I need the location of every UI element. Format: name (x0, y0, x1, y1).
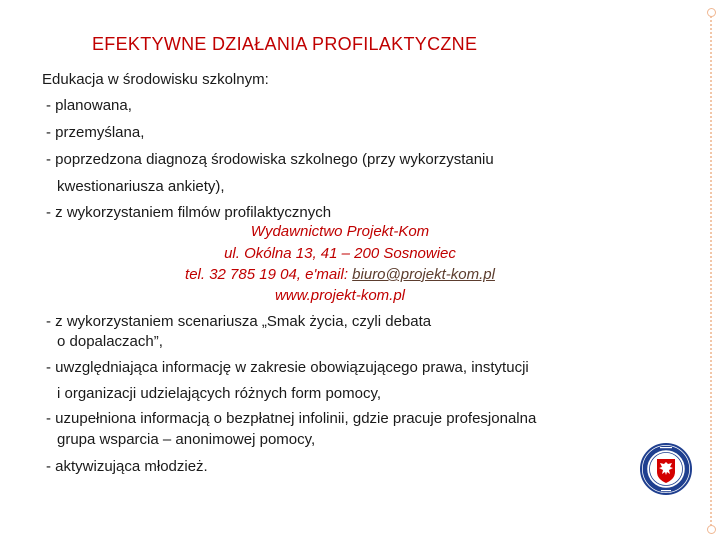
list-item-diagnosis-cont: kwestionariusza ankiety), (57, 178, 225, 195)
list-item-planned: - planowana, (46, 97, 132, 114)
list-item-helpline-cont: grupa wsparcia – anonimowej pomocy, (57, 431, 316, 448)
publisher-phone: tel. 32 785 19 04, e'mail: (185, 266, 353, 283)
list-item-diagnosis: - poprzedzona diagnozą środowiska szkolnego (przy wykorzystaniu (46, 151, 494, 168)
list-item-youth: - aktywizująca młodzież. (46, 458, 208, 475)
police-emblem-icon (640, 443, 692, 495)
list-item-law: - uwzględniająca informację w zakresie obowiązującego prawa, instytucji (46, 359, 529, 376)
publisher-website[interactable]: www.projekt-kom.pl (274, 287, 406, 304)
intro-text: Edukacja w środowisku szkolnym: (42, 71, 269, 88)
publisher-name: Wydawnictwo Projekt-Kom (250, 223, 430, 240)
list-item-helpline: - uzupełniona informacją o bezpłatnej infolinii, gdzie pracuje profesjonalna (46, 410, 537, 427)
list-item-thought: - przemyślana, (46, 124, 145, 141)
list-item-script: - z wykorzystaniem scenariusza „Smak życia, czyli debata (46, 313, 432, 330)
publisher-email-link[interactable]: biuro@projekt-kom.pl (352, 266, 495, 283)
list-item-law-cont: i organizacji udzielających różnych form pomocy, (57, 385, 382, 402)
publisher-contact (0, 266, 680, 283)
page-title: EFEKTYWNE DZIAŁANIA PROFILAKTYCZNE (92, 34, 478, 54)
list-item-script-cont: o dopalaczach”, (57, 333, 163, 350)
publisher-address: ul. Okólna 13, 41 – 200 Sosnowiec (224, 245, 456, 262)
list-item-films: - z wykorzystaniem filmów profilaktycznych (46, 204, 332, 221)
